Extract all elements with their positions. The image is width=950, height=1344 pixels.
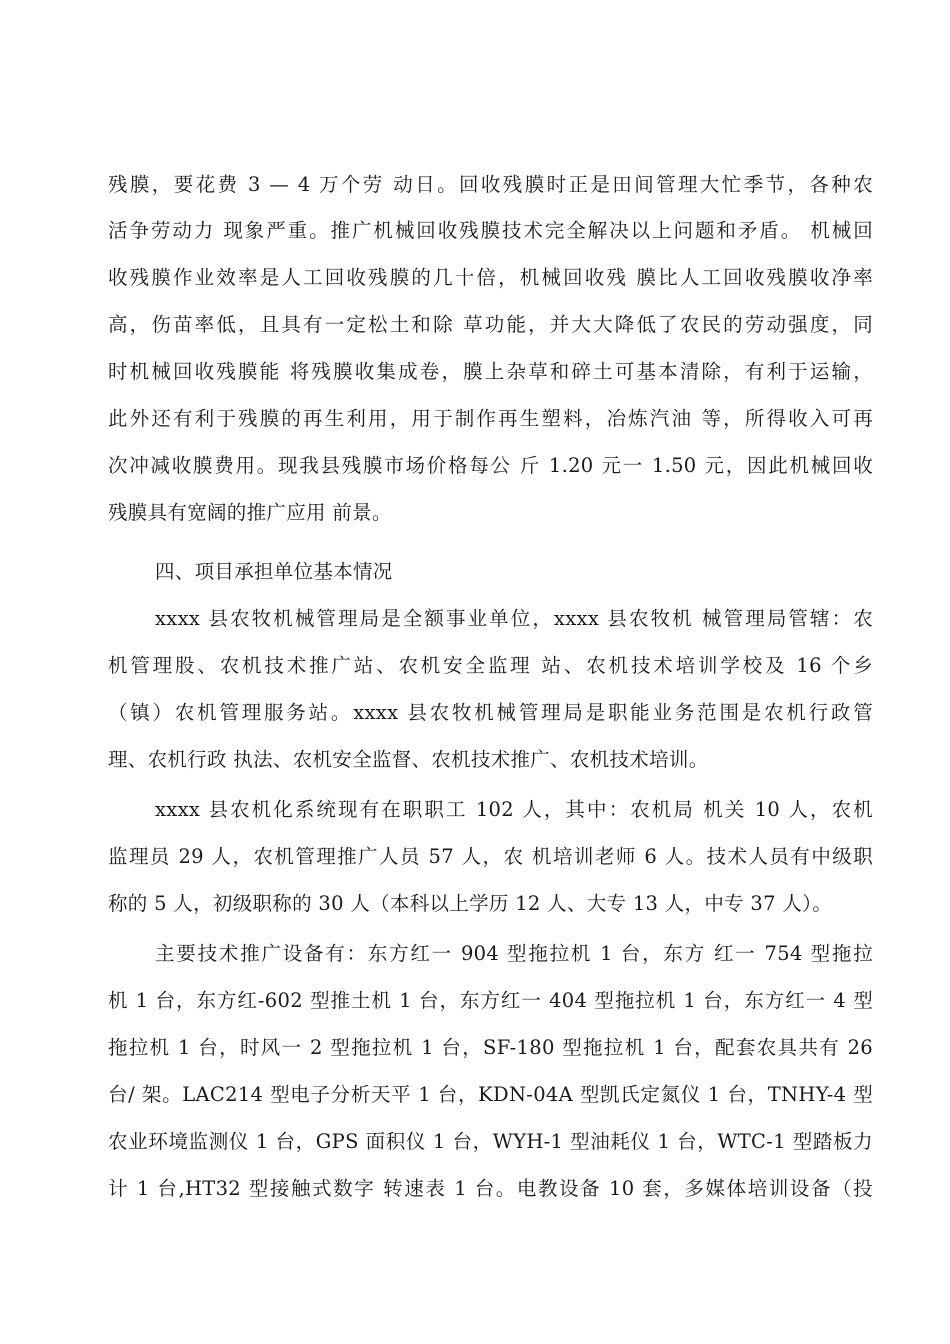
section-heading: 四、项目承担单位基本情况: [155, 560, 393, 583]
paragraph-line: 主要技术推广设备有：东方红一 904 型拖拉机 1 台，东方 红一 754 型拖拉: [155, 942, 873, 965]
paragraph-line: 计 1 台,HT32 型接触式数字 转速表 1 台。电教设备 10 套，多媒体培训设备（投: [108, 1177, 873, 1200]
paragraph-line: xxxx 县农机化系统现有在职职工 102 人，其中：农机局 机关 10 人，农机: [155, 798, 873, 821]
paragraph-line: 机管理股、农机技术推广站、农机安全监理 站、农机技术培训学校及 16 个乡: [108, 654, 873, 677]
paragraph-line: 称的 5 人，初级职称的 30 人（本科以上学历 12 人、大专 13 人，中专 37 人）。: [108, 892, 832, 915]
paragraph-line: 监理员 29 人，农机管理推广人员 57 人，农 机培训老师 6 人。技术人员有中级职: [108, 845, 873, 868]
paragraph-line: 台/ 架。LAC214 型电子分析天平 1 台，KDN-04A 型凯氏定氮仪 1 台，TNHY-4 型: [108, 1083, 873, 1106]
paragraph-line: 残膜具有宽阔的推广应用 前景。: [108, 501, 392, 524]
paragraph-line: 活争劳动力 现象严重。推广机械回收残膜技术完全解决以上问题和矛盾。 机械回: [108, 219, 873, 242]
paragraph-line: 此外还有利于残膜的再生利用，用于制作再生塑料，冶炼汽油 等，所得收入可再: [108, 407, 873, 430]
paragraph-line: 次冲减收膜费用。现我县残膜市场价格每公 斤 1.20 元一 1.50 元，因此机械回收: [108, 454, 873, 477]
paragraph-line: 残膜，要花费 3 — 4 万个劳 动日。回收残膜时正是田间管理大忙季节，各种农: [108, 173, 873, 196]
paragraph-line: 时机械回收残膜能 将残膜收集成卷，膜上杂草和碎土可基本清除，有利于运输，: [108, 360, 873, 383]
paragraph-line: 农业环境监测仪 1 台，GPS 面积仪 1 台，WYH-1 型油耗仪 1 台，WTC-1 型踏板力: [108, 1130, 873, 1153]
paragraph-line: 收残膜作业效率是人工回收残膜的几十倍，机械回收残 膜比人工回收残膜收净率: [108, 266, 873, 289]
paragraph-line: 拖拉机 1 台，时风一 2 型拖拉机 1 台，SF-180 型拖拉机 1 台，配套农具共有 26: [108, 1036, 873, 1059]
paragraph-line: xxxx 县农牧机械管理局是全额事业单位，xxxx 县农牧机 械管理局管辖：农: [155, 607, 873, 630]
paragraph-line: （镇）农机管理服务站。xxxx 县农牧机械管理局是职能业务范围是农机行政管: [108, 701, 873, 724]
paragraph-line: 高，伤苗率低，且具有一定松土和除 草功能，并大大降低了农民的劳动强度，同: [108, 313, 873, 336]
paragraph-line: 理、农机行政 执法、农机安全监督、农机技术推广、农机技术培训。: [108, 748, 709, 771]
paragraph-line: 机 1 台，东方红-602 型推土机 1 台，东方红一 404 型拖拉机 1 台，东方红一 4 型: [108, 989, 873, 1012]
